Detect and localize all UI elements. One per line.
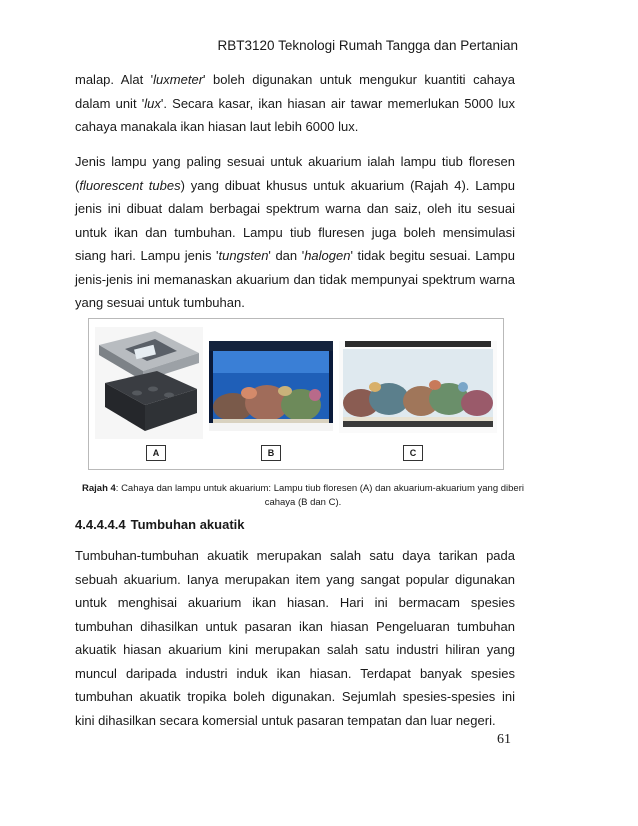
photo-fluorescent-lamp-units <box>95 327 203 439</box>
text-run: malap. Alat ' <box>75 72 154 87</box>
text-run: '. Secara kasar, ikan hiasan air tawar memerlukan 5000 lux cahaya manakala ikan hiasan laut lebih 6000 lux. <box>75 95 515 134</box>
caption-text: : Cahaya dan lampu untuk akuarium: Lampu tiub floresen (A) dan akuarium-akuarium yang diberi cahaya (B dan C). <box>115 483 524 508</box>
text-run: ' tidak begitu sesuai. Lampu jenis-jenis ini memanaskan akuarium dan tidak mempunyai spektrum warna yang sesuai untuk tumbuhan. <box>75 248 515 310</box>
paragraph-aquatic-plants: Tumbuhan-tumbuhan akuatik merupakan salah satu daya tarikan pada sebuah akuarium. Ianya merupakan item yang sangat popular digunakan untuk menghisai akuarium ikan hiasan. Hari ini bermacam spesies tumbuhan dihasilkan untuk pasaran ikan hiasan Pengeluaran tumbuhan akuatik hiasan akuarium kini merupakan salah satu industri hiliran yang muncul daripada industri induk ikan hiasan. Terdapat banyak spesies tumbuhan akuatik tropika boleh digunakan. Sejumlah spesies-spesies ini kini dihasilkan secara komersial untuk pasaran tempatan dan luar negeri. <box>75 548 515 728</box>
photo-aquarium-blue-light <box>209 341 333 431</box>
section-title: Tumbuhan akuatik <box>130 517 245 532</box>
panel-label-a: A <box>146 445 166 461</box>
term-halogen: halogen <box>304 248 351 263</box>
term-tungsten: tungsten <box>218 248 269 263</box>
running-header: RBT3120 Teknologi Rumah Tangga dan Pertanian <box>217 38 518 53</box>
caption-label: Rajah 4 <box>82 483 116 494</box>
section-heading <box>75 517 245 532</box>
figure-caption <box>80 482 526 510</box>
term-luxmeter: luxmeter <box>153 72 204 87</box>
photo-aquarium-white-light <box>339 341 497 433</box>
paragraph-lamp-types <box>75 150 515 315</box>
section-number: 4.4.4.4.4 <box>75 517 126 532</box>
text-run: ) yang dibuat khusus untuk akuarium (Rajah 4). Lampu jenis ini dibuat dalam berbagai spektrum warna dan saiz, oleh itu sesuai untuk ikan dan tumbuhan. Lampu tiub fluresen juga boleh mensimulasi siang hari. Lampu jenis ' <box>75 177 515 263</box>
term-lux: lux <box>144 95 161 111</box>
paragraph-lux <box>75 68 515 139</box>
figure-rajah-4 <box>88 318 504 470</box>
page-number: 61 <box>497 732 511 747</box>
term-fluorescent-tubes: fluorescent tubes <box>79 177 181 193</box>
text-run: ' dan ' <box>268 248 305 263</box>
panel-label-b: B <box>261 445 281 461</box>
text-run: ' boleh digunakan untuk mengukur kuantiti cahaya dalam unit ' <box>75 72 515 111</box>
panel-label-c: C <box>403 445 423 461</box>
text-run: Jenis lampu yang paling sesuai untuk akuarium ialah lampu tiub floresen ( <box>75 154 515 193</box>
